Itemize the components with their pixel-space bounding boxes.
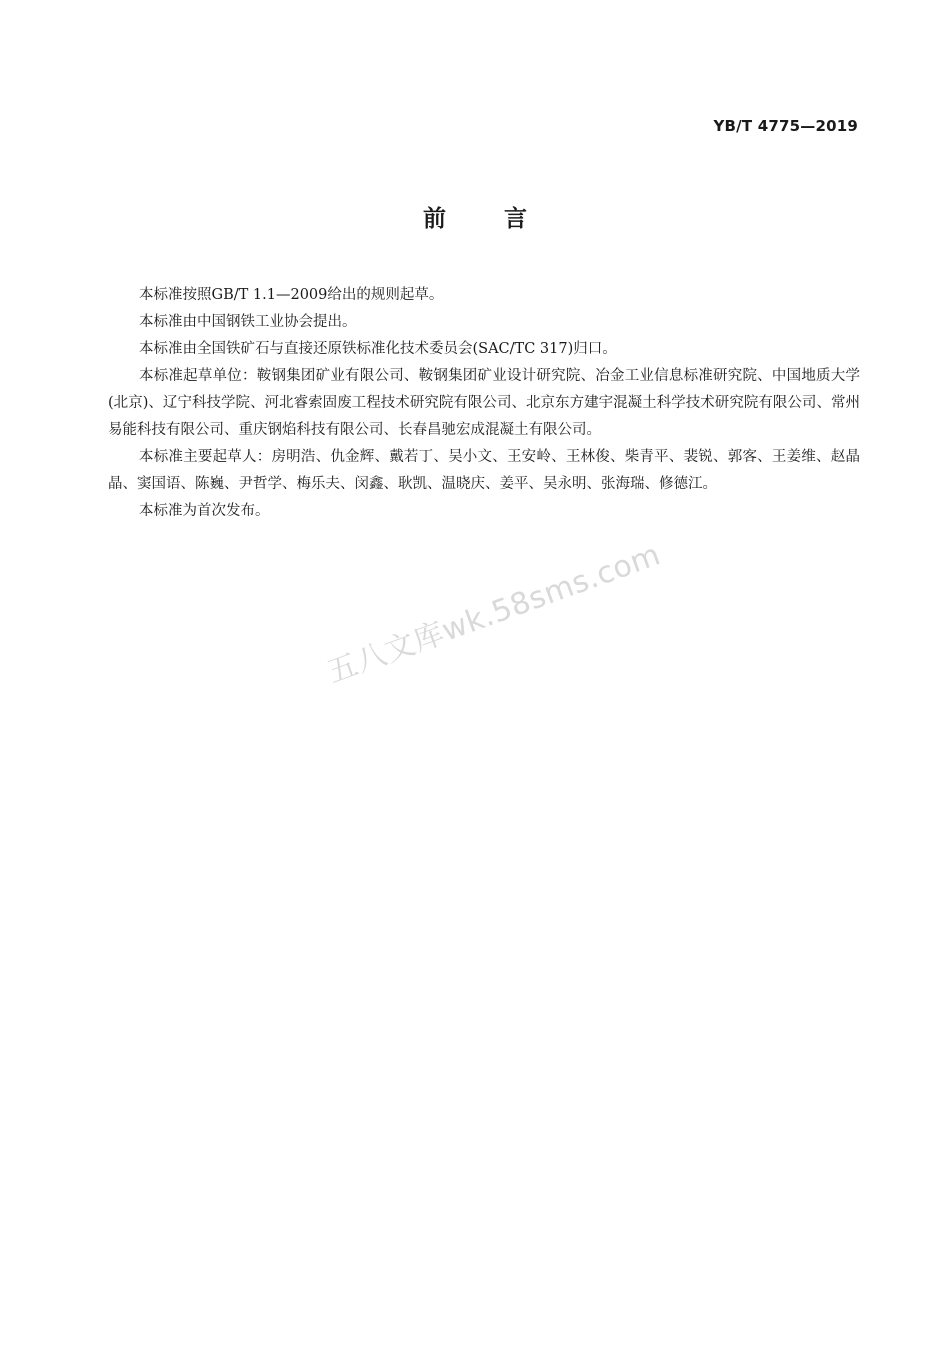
paragraph-drafting-units: 本标准起草单位：鞍钢集团矿业有限公司、鞍钢集团矿业设计研究院、冶金工业信息标准研究院、中国地质大学(北京)、辽宁科技学院、河北睿索固废工程技术研究院有限公司、北京东方建宇混凝土科学技术研究院有限公司、常州易能科技有限公司、重庆钢焰科技有限公司、长春昌驰宏成混凝土有限公司。 (108, 368, 860, 438)
foreword-body (108, 282, 860, 525)
paragraph-first-release: 本标准为首次发布。 (139, 503, 270, 519)
paragraph-proposer: 本标准由中国钢铁工业协会提出。 (139, 314, 357, 330)
paragraph-drafters: 本标准主要起草人：房明浩、仇金辉、戴若丁、吴小文、王安岭、王林俊、柴青平、裴锐、郭客、王姜维、赵晶晶、窦国语、陈巍、尹哲学、梅乐夫、闵鑫、耿凯、温晓庆、姜平、吴永明、张海瑞、修德江。 (108, 449, 860, 492)
paragraph-centralized-by: 本标准由全国铁矿石与直接还原铁标准化技术委员会(SAC/TC 317)归口。 (139, 341, 617, 357)
watermark: 五八文库wk.58sms.com (322, 537, 666, 691)
page-title: 前言 (423, 206, 585, 232)
standard-code: YB/T 4775—2019 (713, 117, 858, 135)
paragraph-drafting-rules: 本标准按照GB/T 1.1—2009给出的规则起草。 (139, 287, 444, 303)
